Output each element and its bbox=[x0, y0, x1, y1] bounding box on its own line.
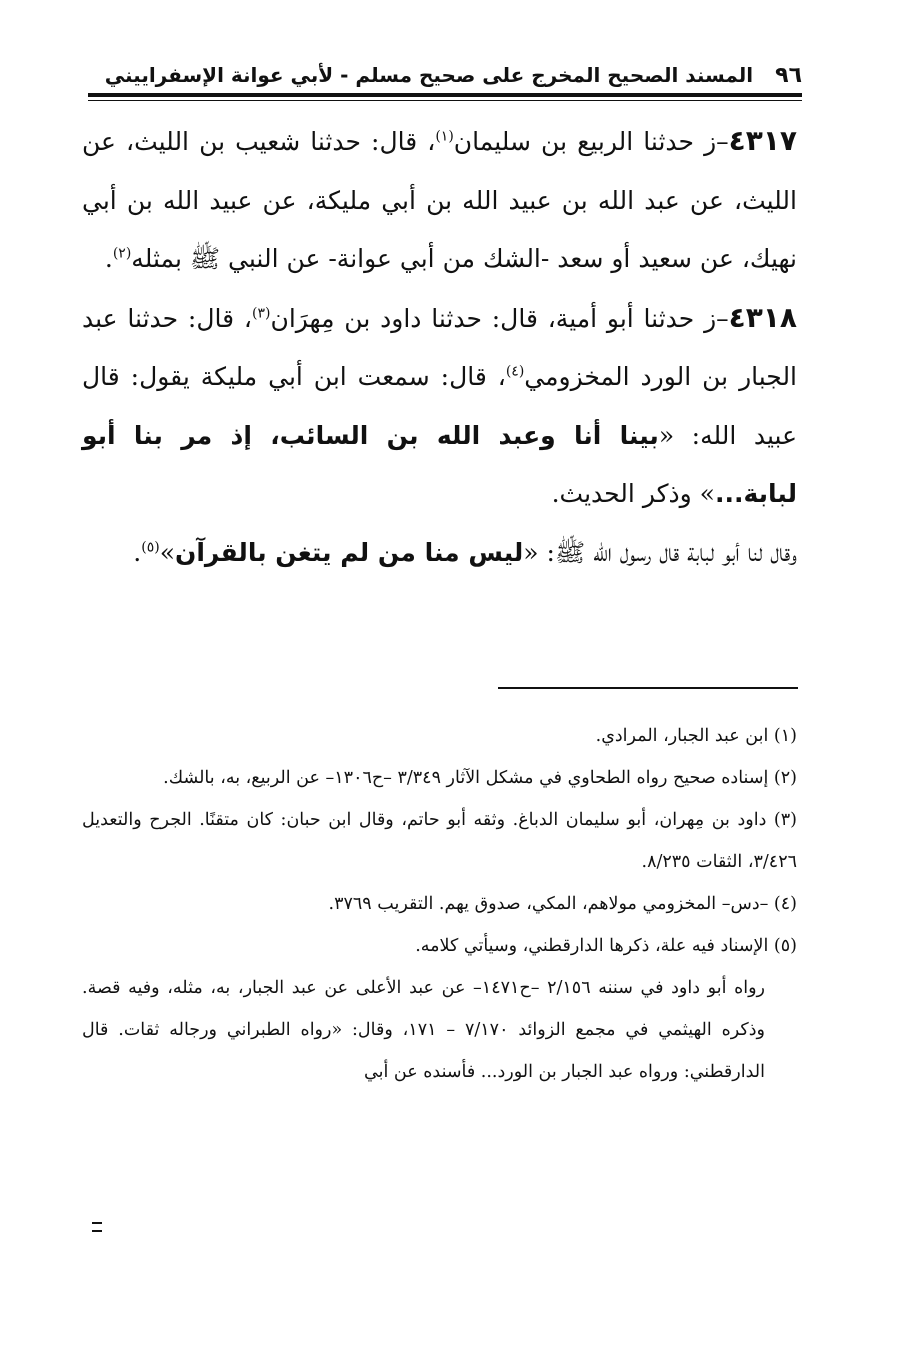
hadith-text: –ز حدثنا أبو أمية، قال: حدثنا داود بن مِهرَان bbox=[270, 303, 729, 333]
hadith-text: ، قال: حدثنا عبد الجبار بن الورد المخزومي bbox=[82, 303, 798, 391]
footnote-ref[interactable]: (١) bbox=[435, 128, 454, 145]
hadith-number: ٤٣١٨ bbox=[728, 300, 797, 334]
header-rule-thick bbox=[88, 93, 802, 97]
punctuation: . bbox=[104, 244, 113, 273]
quoted-text: ليس منا من لم يتغن بالقرآن bbox=[174, 537, 524, 567]
running-header bbox=[88, 58, 802, 92]
abu-lubaba-paragraph bbox=[82, 524, 797, 583]
hadith-text: –ز حدثنا الربيع بن سليمان bbox=[453, 127, 729, 156]
footnote-5: (٥) الإسناد فيه علة، ذكرها الدارقطني، وسيأتي كلامه. bbox=[415, 936, 797, 956]
hadith-text: ، قال: سمعت ابن أبي مليكة يقول: قال عبيد الله: « bbox=[82, 362, 797, 450]
punctuation: . bbox=[133, 537, 142, 567]
footnote-ref[interactable]: (٥) bbox=[141, 539, 160, 556]
book-title: المسند الصحيح المخرج على صحيح مسلم - لأبي عوانة الإسفراييني bbox=[104, 63, 754, 87]
footnote-ref[interactable]: (٢) bbox=[112, 245, 132, 262]
footnote-3: (٣) داود بن مِهران، أبو سليمان الدباغ. وثقه أبو حاتم، وقال ابن حبان: كان متقنًا. الجرح والتعديل ٣/٤٢٦، الثقات ٨/٢٣٥. bbox=[82, 810, 797, 872]
continuation-mark bbox=[92, 1222, 102, 1232]
hadith-number: ٤٣١٧ bbox=[728, 124, 797, 157]
hadith-4318 bbox=[82, 289, 797, 524]
footnote-1: (١) ابن عبد الجبار، المرادي. bbox=[595, 726, 797, 746]
footnote-4: (٤) –دس– المخزومي مولاهم، المكي، صدوق يهم. التقريب ٣٧٦٩. bbox=[328, 894, 797, 914]
hadith-text: » وذكر الحديث. bbox=[551, 479, 715, 508]
main-text bbox=[82, 112, 797, 582]
footnote-5-continuation: رواه أبو داود في سننه ٢/١٥٦ –ح١٤٧١– عن عبد الأعلى عن عبد الجبار، به، مثله، وفيه قصة. وذكره الهيثمي في مجمع الزوائد ٧/١٧٠ – ١٧١، وقال: «رواه الطبراني ورجاله ثقات. قال الدارقطني: ورواه عبد الجبار بن الورد... فأسنده عن أبي bbox=[82, 978, 766, 1082]
quote-close: » bbox=[159, 537, 175, 567]
page-number: ٩٦ bbox=[775, 62, 802, 88]
hadith-4317 bbox=[82, 112, 797, 289]
footnotes bbox=[82, 715, 797, 1093]
footnote-separator bbox=[498, 687, 798, 689]
hadith-text: وقال لنا أبو لبابة قال رسول الله ﷺ: « bbox=[523, 537, 797, 567]
header-rule-thin bbox=[88, 100, 802, 101]
footnote-ref[interactable]: (٣) bbox=[251, 305, 271, 322]
footnote-ref[interactable]: (٤) bbox=[505, 363, 525, 380]
hadith-text: ، قال: حدثنا شعيب بن الليث، عن الليث، عن عبد الله بن عبيد الله بن أبي مليكة، عن عبيد الله بن أبي نهيك، عن سعيد أو سعد -الشك من أبي عوانة- عن النبي ﷺ بمثله bbox=[82, 127, 797, 273]
quoted-text: بينا أنا وعبد الله بن السائب، إذ مر بنا أبو لبابة... bbox=[82, 420, 797, 508]
footnote-2: (٢) إسناده صحيح رواه الطحاوي في مشكل الآثار ٣/٣٤٩ –ح١٣٠٦– عن الربيع، به، بالشك. bbox=[163, 768, 797, 788]
